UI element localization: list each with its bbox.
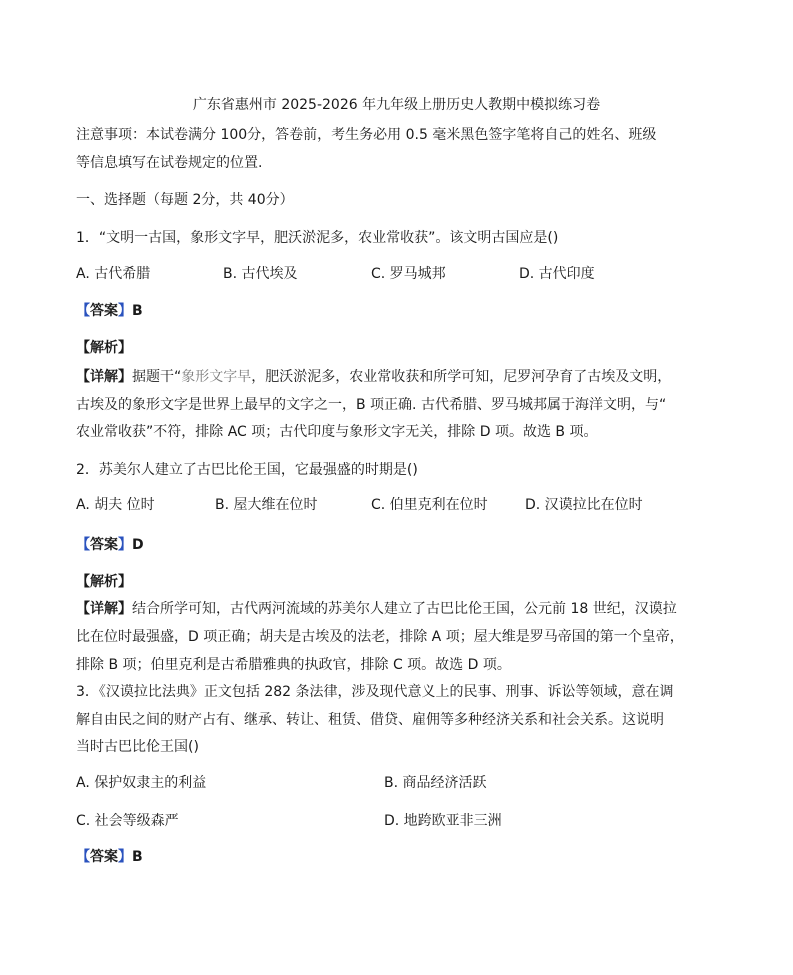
q3-option-a: A. 保护奴隶主的利益 <box>76 775 207 791</box>
q1-stem: 1．“文明一古国，象形文字早，肥沃淤泥多，农业常收获”。该文明古国应是() <box>76 230 559 246</box>
q1-option-b: B. 古代埃及 <box>223 266 298 282</box>
q3-stem-line-2: 解自由民之间的财产占有、继承、转让、租赁、借贷、雇佣等多种经济关系和社会关系。这说明 <box>76 712 664 728</box>
q1-option-c: C. 罗马城邦 <box>371 266 446 282</box>
q3-option-c: C. 社会等级森严 <box>76 813 179 829</box>
q2-detail-line-3: 排除 B 项；伯里克利是古希腊雅典的执政官，排除 C 项。故选 D 项。 <box>76 657 511 673</box>
q1-option-d: D. 古代印度 <box>519 266 595 282</box>
q3-stem-line-3: 当时古巴比伦王国() <box>76 739 199 755</box>
answer-close-bracket: 】 <box>118 849 132 865</box>
q2-answer <box>76 535 144 555</box>
q2-detail-line-1 <box>76 599 677 619</box>
notice-line-2: 等信息填写在试卷规定的位置. <box>76 155 263 171</box>
answer-open-bracket: 【 <box>76 849 90 865</box>
q1-detail-1b: ，肥沃淤泥多，农业常收获和所学可知，尼罗河孕育了古埃及文明， <box>251 369 672 385</box>
section-heading: 一、选择题（每题 2分，共 40分） <box>76 192 294 208</box>
q2-option-a: A. 胡夫 位时 <box>76 497 155 513</box>
q2-option-c: C. 伯里克利在位时 <box>371 497 488 513</box>
answer-close-bracket: 】 <box>118 303 132 319</box>
answer-close-bracket: 】 <box>118 537 132 553</box>
q1-detail-line-3: 农业常收获”不符，排除 AC 项；古代印度与象形文字无关，排除 D 项。故选 B 项。 <box>76 424 598 440</box>
q3-answer <box>76 847 143 867</box>
q2-analysis-label: 【解析】 <box>76 574 132 590</box>
detail-label: 【详解】 <box>76 369 132 385</box>
q3-stem-line-1: 3．《汉谟拉比法典》正文包括 282 条法律，涉及现代意义上的民事、刑事、诉讼等领域，意在调 <box>76 684 674 700</box>
q1-analysis-label: 【解析】 <box>76 340 132 356</box>
q1-detail-line-2: 古埃及的象形文字是世界上最早的文字之一，B 项正确. 古代希腊、罗马城邦属于海洋文明，与“ <box>76 397 667 413</box>
answer-label: 答案 <box>90 849 118 865</box>
detail-label: 【详解】 <box>76 601 132 617</box>
q3-option-d: D. 地跨欧亚非三洲 <box>384 813 502 829</box>
q2-answer-value: D <box>132 537 144 553</box>
q3-answer-value: B <box>132 849 143 865</box>
q1-option-a: A. 古代希腊 <box>76 266 151 282</box>
q1-answer-value: B <box>132 303 143 319</box>
answer-open-bracket: 【 <box>76 537 90 553</box>
notice-line-1: 注意事项：本试卷满分 100分，答卷前，考生务必用 0.5 毫米黑色签字笔将自己的姓名、班级 <box>76 127 657 143</box>
answer-label: 答案 <box>90 537 118 553</box>
q1-answer <box>76 301 143 321</box>
page-title: 广东省惠州市 2025-2026 年九年级上册历史人教期中模拟练习卷 <box>192 97 601 113</box>
q2-detail-line-2: 比在位时最强盛，D 项正确；胡夫是古埃及的法老，排除 A 项；屋大维是罗马帝国的第一个皇帝， <box>76 629 684 645</box>
q3-option-b: B. 商品经济活跃 <box>384 775 487 791</box>
q2-detail-1: 结合所学可知，古代两河流域的苏美尔人建立了古巴比伦王国，公元前 18 世纪，汉谟拉 <box>132 601 677 617</box>
q1-detail-1a: 据题干“ <box>132 369 182 385</box>
q1-detail-line-1 <box>76 367 671 387</box>
answer-open-bracket: 【 <box>76 303 90 319</box>
answer-label: 答案 <box>90 303 118 319</box>
q1-detail-1-gray: 象形文字早 <box>181 369 252 385</box>
q2-stem: 2．苏美尔人建立了古巴比伦王国，它最强盛的时期是() <box>76 462 418 478</box>
q2-option-b: B. 屋大维在位时 <box>215 497 318 513</box>
q2-option-d: D. 汉谟拉比在位时 <box>525 497 643 513</box>
